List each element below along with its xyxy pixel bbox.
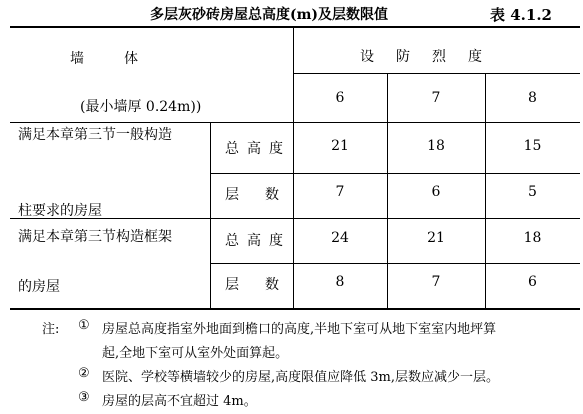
- table-cell: 6: [528, 274, 537, 290]
- table-title: 多层灰砂砖房屋总高度(m)及层数限值: [150, 7, 389, 23]
- note-2-marker: ②: [78, 366, 90, 381]
- table-cell: 18: [427, 138, 445, 154]
- category-2-line1: 满足本章第三节构造框架: [18, 229, 172, 245]
- note-1-line2: 起,全地下室可从室外处面算起。: [102, 346, 289, 361]
- rule-col-category: [210, 122, 211, 308]
- notes-prefix: 注:: [42, 322, 60, 337]
- category-2-line2: 的房屋: [18, 279, 60, 295]
- rule-col-wall: [293, 28, 294, 308]
- rule-row1-split: [210, 173, 580, 174]
- table-number: 表 4.1.2: [490, 6, 552, 24]
- row-label-floors-1: 层数: [225, 187, 305, 203]
- table-cell: 21: [427, 230, 445, 246]
- category-1-line1: 满足本章第三节一般构造: [18, 127, 172, 143]
- table-cell: 18: [523, 230, 542, 246]
- min-thickness-header: (最小墙厚 0.24m)): [80, 99, 202, 115]
- limits-table: [10, 26, 580, 310]
- note-1-line1: 房屋总高度指室外地面到檐口的高度,半地下室可从地下室室内地坪算: [102, 322, 497, 337]
- intensity-7: 7: [431, 90, 441, 106]
- note-3-text: 房屋的层高不宜超过 4m。: [102, 394, 257, 409]
- table-notes: [0, 314, 583, 414]
- table-cell: 7: [431, 274, 441, 290]
- table-cell: 15: [523, 138, 542, 154]
- rule-header-bottom: [10, 122, 580, 123]
- note-3-marker: ③: [78, 390, 90, 405]
- row-label-height-1: 总高度: [225, 141, 291, 157]
- intensity-header: 设防烈度: [360, 49, 504, 65]
- rule-under-intensity-label: [293, 73, 580, 74]
- note-2-text: 医院、学校等横墙较少的房屋,高度限值应降低 3m,层数应减少一层。: [102, 370, 499, 385]
- wall-header: 墙体: [70, 51, 178, 67]
- intensity-8: 8: [528, 90, 537, 106]
- row-label-floors-2: 层数: [225, 277, 305, 293]
- row-label-height-2: 总高度: [225, 233, 291, 249]
- rule-row3-split: [210, 263, 580, 264]
- table-cell: 5: [528, 184, 537, 200]
- category-1-line2: 柱要求的房屋: [18, 203, 102, 219]
- intensity-6: 6: [335, 90, 345, 106]
- table-cell: 21: [331, 138, 349, 154]
- table-cell: 7: [335, 184, 345, 200]
- table-cell: 8: [335, 274, 345, 290]
- table-cell: 6: [431, 184, 441, 200]
- note-1-marker: ①: [78, 318, 90, 333]
- table-cell: 24: [331, 230, 349, 246]
